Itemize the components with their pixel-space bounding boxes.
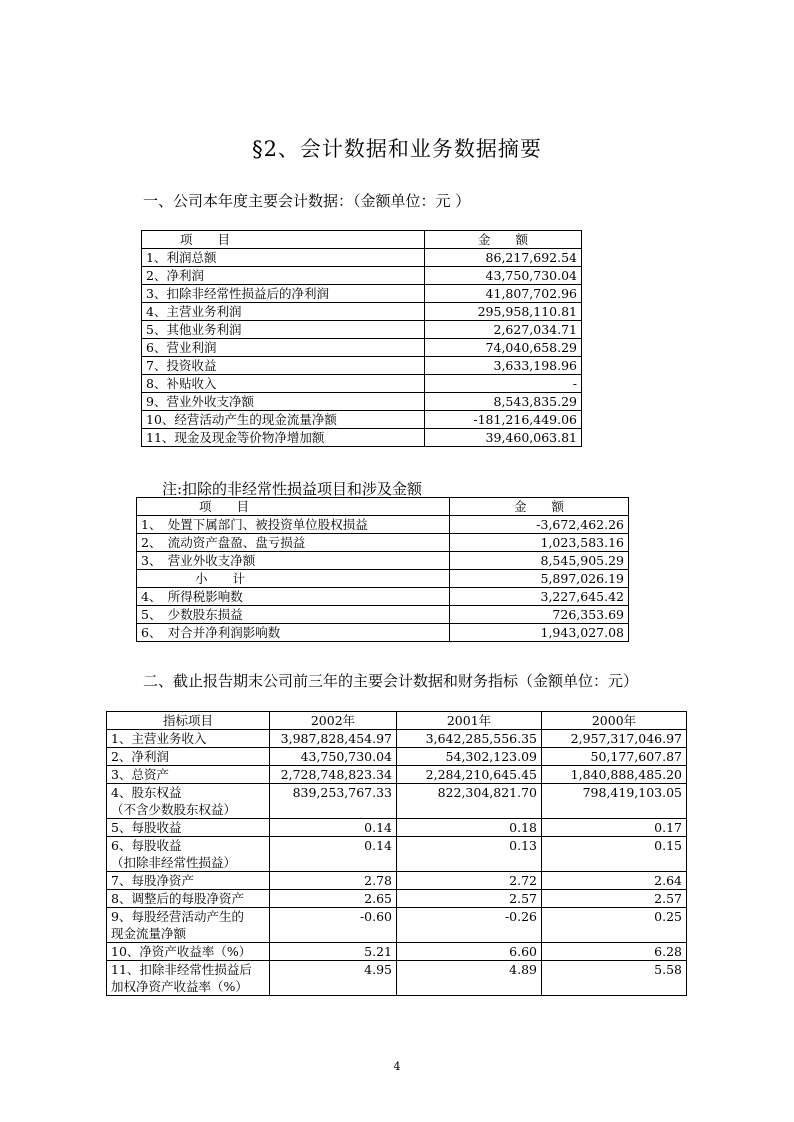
item-cell: 7、投资收益	[142, 357, 425, 375]
table-row	[107, 730, 687, 748]
amount-cell: -	[425, 375, 582, 393]
table-row	[137, 606, 629, 624]
value-2000: 2,957,317,046.97	[542, 730, 687, 748]
table-row	[137, 624, 629, 642]
amount-cell: 1,023,583.16	[450, 534, 629, 552]
item-label-line2: （不含少数股东权益）	[111, 802, 237, 817]
amount-cell: 8,543,835.29	[425, 393, 582, 411]
amount-cell: 295,958,110.81	[425, 303, 582, 321]
item-label-line2: 加权净资产收益率（%）	[111, 979, 248, 994]
value-2000: 1,840,888,485.20	[542, 766, 687, 784]
table-header-row	[142, 231, 582, 249]
table-row	[142, 393, 582, 411]
item-cell: 11、现金及现金等价物净增加额	[142, 429, 425, 447]
table-row	[142, 375, 582, 393]
table-row	[107, 837, 687, 872]
item-label: 8、调整后的每股净资产	[111, 891, 244, 906]
value-2000: 50,177,607.87	[542, 748, 687, 766]
value-2001: 54,302,123.09	[397, 748, 542, 766]
value-2000: 0.25	[542, 908, 687, 943]
value-2001: 4.89	[397, 961, 542, 996]
value-2002: 0.14	[270, 819, 397, 837]
column-header-item: 项 目	[142, 231, 425, 249]
value-2001: 2.72	[397, 872, 542, 890]
column-header-item: 项 目	[137, 498, 450, 516]
value-2001: 2,284,210,645.45	[397, 766, 542, 784]
value-2002: 5.21	[270, 943, 397, 961]
table-row	[142, 429, 582, 447]
item-cell: 4、 所得税影响数	[137, 588, 450, 606]
column-header-amount: 金 额	[450, 498, 629, 516]
value-2000: 6.28	[542, 943, 687, 961]
table-row	[107, 748, 687, 766]
column-header-amount: 金 额	[425, 231, 582, 249]
value-2000: 0.15	[542, 837, 687, 872]
table-row	[137, 552, 629, 570]
table-row	[107, 890, 687, 908]
value-2002: 2.65	[270, 890, 397, 908]
item-cell: 3、扣除非经常性损益后的净利润	[142, 285, 425, 303]
value-2001: 2.57	[397, 890, 542, 908]
table-row	[142, 249, 582, 267]
item-cell: 2、净利润	[142, 267, 425, 285]
table-row	[142, 285, 582, 303]
item-cell	[107, 890, 270, 908]
amount-cell: 8,545,905.29	[450, 552, 629, 570]
three-year-table	[106, 711, 687, 996]
value-2000: 2.57	[542, 890, 687, 908]
item-cell: 8、补贴收入	[142, 375, 425, 393]
amount-cell: -181,216,449.06	[425, 411, 582, 429]
amount-cell: 3,633,198.96	[425, 357, 582, 375]
value-2001: 6.60	[397, 943, 542, 961]
table-row	[107, 961, 687, 996]
value-2001: 0.18	[397, 819, 542, 837]
page-number: 4	[393, 1060, 401, 1073]
column-header-2001: 2001年	[397, 712, 542, 730]
item-cell	[107, 837, 270, 872]
table-row	[137, 534, 629, 552]
amount-cell: 41,807,702.96	[425, 285, 582, 303]
item-label: 9、每股经营活动产生的	[111, 909, 244, 924]
item-cell	[107, 730, 270, 748]
amount-cell: 5,897,026.19	[450, 570, 629, 588]
table-header-row	[137, 498, 629, 516]
amount-cell: 74,040,658.29	[425, 339, 582, 357]
value-2002: 43,750,730.04	[270, 748, 397, 766]
value-2000: 2.64	[542, 872, 687, 890]
item-label: 5、每股收益	[111, 820, 182, 835]
value-2002: 2,728,748,823.34	[270, 766, 397, 784]
section1-heading: 一、公司本年度主要会计数据：（金额单位：元 ）	[143, 192, 471, 210]
table-row	[142, 411, 582, 429]
item-label: 10、净资产收益率（%）	[111, 944, 252, 959]
item-cell: 6、 对合并净利润影响数	[137, 624, 450, 642]
item-cell: 5、 少数股东损益	[137, 606, 450, 624]
column-header-2000: 2000年	[542, 712, 687, 730]
column-header-2002: 2002年	[270, 712, 397, 730]
item-cell	[107, 872, 270, 890]
item-label: 6、每股收益	[111, 838, 182, 853]
item-label: 2、净利润	[111, 749, 169, 764]
table-row	[107, 943, 687, 961]
item-cell	[107, 819, 270, 837]
value-2000: 5.58	[542, 961, 687, 996]
item-label-line2: （扣除非经常性损益）	[111, 855, 237, 870]
table-row	[142, 267, 582, 285]
table-row	[137, 570, 629, 588]
amount-cell: 86,217,692.54	[425, 249, 582, 267]
value-2002: 4.95	[270, 961, 397, 996]
amount-cell: 43,750,730.04	[425, 267, 582, 285]
item-cell	[107, 748, 270, 766]
amount-cell: 1,943,027.08	[450, 624, 629, 642]
table-row	[107, 819, 687, 837]
value-2002: 839,253,767.33	[270, 784, 397, 819]
page-title: §2、会计数据和业务数据摘要	[252, 137, 542, 161]
item-cell	[107, 943, 270, 961]
table-header-row	[107, 712, 687, 730]
non-recurring-items-table	[136, 497, 629, 642]
value-2002: 0.14	[270, 837, 397, 872]
table-row	[107, 872, 687, 890]
main-accounting-table	[141, 230, 582, 447]
table-row	[137, 516, 629, 534]
amount-cell: 726,353.69	[450, 606, 629, 624]
item-cell: 10、经营活动产生的现金流量净额	[142, 411, 425, 429]
item-cell: 3、 营业外收支净额	[137, 552, 450, 570]
item-cell: 1、 处置下属部门、被投资单位股权损益	[137, 516, 450, 534]
value-2001: 3,642,285,556.35	[397, 730, 542, 748]
value-2001: 822,304,821.70	[397, 784, 542, 819]
value-2002: 3,987,828,454.97	[270, 730, 397, 748]
amount-cell: 39,460,063.81	[425, 429, 582, 447]
item-cell: 1、利润总额	[142, 249, 425, 267]
item-label-line2: 现金流量净额	[111, 926, 187, 941]
item-cell	[107, 784, 270, 819]
value-2000: 0.17	[542, 819, 687, 837]
item-label: 4、股东权益	[111, 785, 182, 800]
value-2001: -0.26	[397, 908, 542, 943]
amount-cell: 2,627,034.71	[425, 321, 582, 339]
value-2001: 0.13	[397, 837, 542, 872]
item-cell: 5、其他业务利润	[142, 321, 425, 339]
section2-heading: 二、截止报告期末公司前三年的主要会计数据和财务指标（金额单位：元）	[143, 672, 639, 690]
item-cell: 小 计	[137, 570, 450, 588]
amount-cell: 3,227,645.42	[450, 588, 629, 606]
item-label: 1、主营业务收入	[111, 731, 207, 746]
table-row	[142, 339, 582, 357]
table-row	[142, 357, 582, 375]
item-label: 11、扣除非经常性损益后	[111, 962, 252, 977]
item-cell: 2、 流动资产盘盈、盘亏损益	[137, 534, 450, 552]
column-header-item: 指标项目	[107, 712, 270, 730]
item-label: 7、每股净资产	[111, 873, 194, 888]
value-2002: 2.78	[270, 872, 397, 890]
value-2002: -0.60	[270, 908, 397, 943]
value-2000: 798,419,103.05	[542, 784, 687, 819]
item-label: 3、总资产	[111, 767, 169, 782]
item-cell: 4、主营业务利润	[142, 303, 425, 321]
table-row	[137, 588, 629, 606]
item-cell	[107, 908, 270, 943]
item-cell: 6、营业利润	[142, 339, 425, 357]
table-row	[107, 908, 687, 943]
table-row	[107, 784, 687, 819]
note-heading: 注:扣除的非经常性损益项目和涉及金额	[162, 480, 423, 498]
table-row	[142, 303, 582, 321]
amount-cell: -3,672,462.26	[450, 516, 629, 534]
table-row	[107, 766, 687, 784]
item-cell	[107, 766, 270, 784]
item-cell	[107, 961, 270, 996]
table-row	[142, 321, 582, 339]
item-cell: 9、营业外收支净额	[142, 393, 425, 411]
